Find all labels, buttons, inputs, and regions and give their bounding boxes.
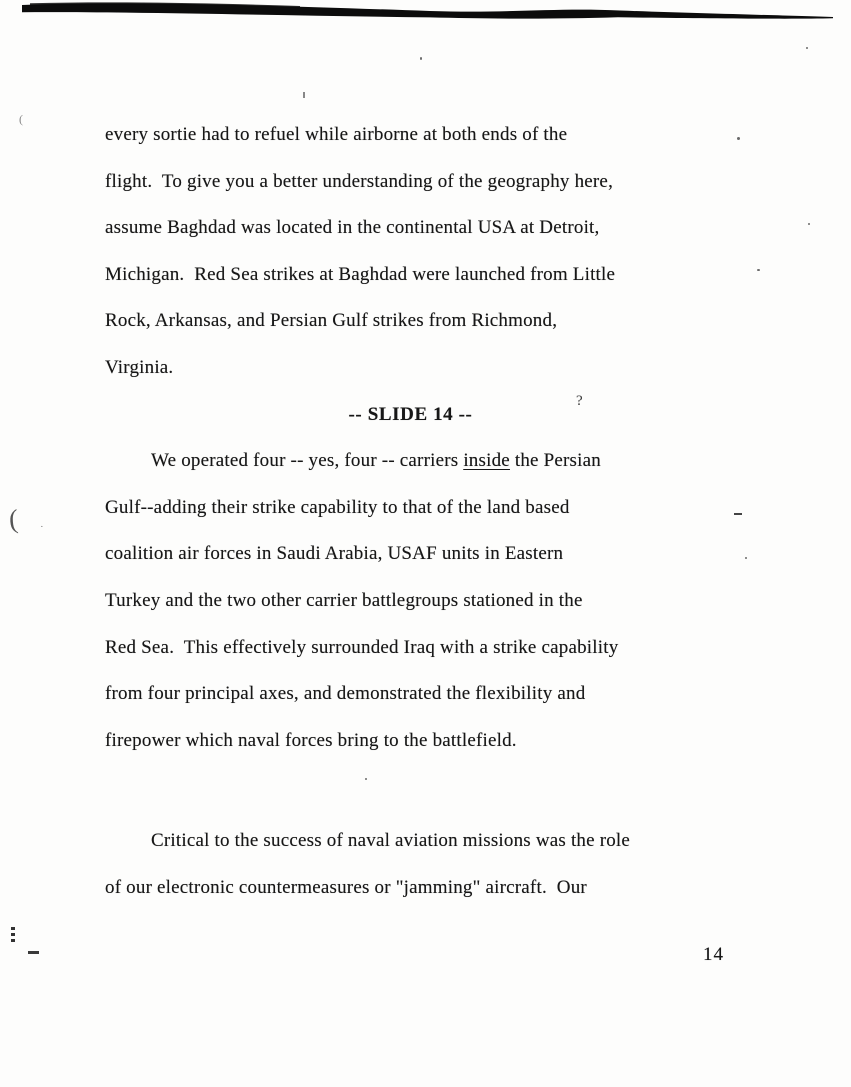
scan-speck <box>745 557 747 559</box>
scan-artifact-bottom-left <box>11 927 15 943</box>
text-line: coalition air forces in Saudi Arabia, USAF units in Eastern <box>105 543 564 565</box>
scan-speck <box>808 223 810 225</box>
scan-artifact-bottom-left-dash <box>28 951 39 954</box>
scan-speck <box>757 269 760 271</box>
text-line <box>105 438 760 485</box>
scan-artifact-top-left-mark: ( <box>19 112 23 126</box>
text-line: flight. To give you a better understanding of the geography here, <box>105 170 614 192</box>
underlined-word: inside <box>463 450 510 472</box>
text-line: of our electronic countermeasures or "jamming" aircraft. Our <box>105 876 587 898</box>
scan-speck <box>806 47 808 49</box>
text-line: firepower which naval forces bring to the battlefield. <box>105 729 517 751</box>
slide-heading: -- SLIDE 14 -- <box>348 403 473 425</box>
text-segment: We operated four -- yes, four -- carriers <box>151 450 464 472</box>
scan-speck <box>737 137 740 140</box>
scan-speck <box>734 513 742 515</box>
document-text-column <box>105 112 760 912</box>
text-line: Virginia. <box>105 356 174 378</box>
scan-artifact-parenthesis: ( <box>7 503 20 535</box>
text-line: Turkey and the two other carrier battlegroups stationed in the <box>105 589 583 611</box>
scan-artifact-stray-mark: ? <box>576 393 583 409</box>
scan-speck <box>303 92 305 98</box>
scan-artifact-tick: ˙ <box>40 524 44 536</box>
text-line: Rock, Arkansas, and Persian Gulf strikes from Richmond, <box>105 310 558 332</box>
scan-speck <box>365 778 367 780</box>
scan-speck <box>420 57 422 60</box>
page-number: 14 <box>703 944 724 965</box>
text-segment: the Persian <box>509 450 601 472</box>
text-line: from four principal axes, and demonstrated the flexibility and <box>105 683 586 705</box>
text-line: every sortie had to refuel while airborne at both ends of the <box>105 124 568 145</box>
scan-artifact-top-bar <box>0 0 851 30</box>
text-line: assume Baghdad was located in the continental USA at Detroit, <box>105 217 600 239</box>
text-line: Gulf--adding their strike capability to that of the land based <box>105 496 570 518</box>
text-line: Critical to the success of naval aviation missions was the role <box>151 830 631 852</box>
text-line: Michigan. Red Sea strikes at Baghdad were launched from Little <box>105 263 616 285</box>
text-line: Red Sea. This effectively surrounded Iraq with a strike capability <box>105 636 619 658</box>
